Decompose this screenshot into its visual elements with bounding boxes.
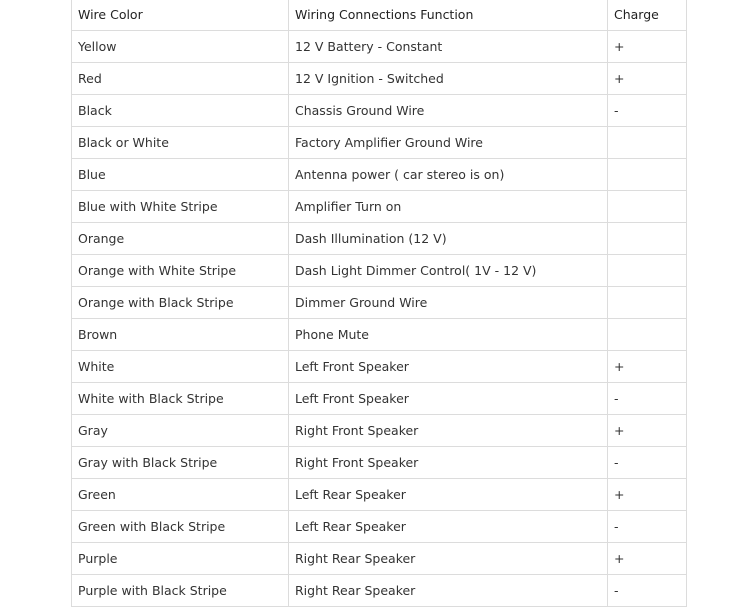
- wire-color-cell: Brown: [72, 319, 289, 351]
- function-cell: Factory Amplifier Ground Wire: [289, 127, 608, 159]
- charge-cell: -: [608, 511, 687, 543]
- header-wire-color: Wire Color: [72, 0, 289, 31]
- table-row: [72, 287, 687, 319]
- header-row: [72, 0, 687, 31]
- wire-color-cell: White: [72, 351, 289, 383]
- table-row: [72, 223, 687, 255]
- function-cell: 12 V Ignition - Switched: [289, 63, 608, 95]
- function-cell: Left Rear Speaker: [289, 511, 608, 543]
- wire-color-cell: Green with Black Stripe: [72, 511, 289, 543]
- wire-color-cell: White with Black Stripe: [72, 383, 289, 415]
- function-cell: Right Front Speaker: [289, 415, 608, 447]
- header-function: Wiring Connections Function: [289, 0, 608, 31]
- table-row: [72, 95, 687, 127]
- charge-cell: +: [608, 351, 687, 383]
- charge-cell: -: [608, 383, 687, 415]
- wire-color-cell: Red: [72, 63, 289, 95]
- table-row: [72, 479, 687, 511]
- table-row: [72, 511, 687, 543]
- charge-cell: [608, 223, 687, 255]
- table-row: [72, 447, 687, 479]
- function-cell: 12 V Battery - Constant: [289, 31, 608, 63]
- charge-cell: +: [608, 63, 687, 95]
- table-row: [72, 383, 687, 415]
- charge-cell: +: [608, 415, 687, 447]
- charge-cell: [608, 191, 687, 223]
- table-header: [72, 0, 687, 31]
- function-cell: Right Rear Speaker: [289, 543, 608, 575]
- function-cell: Right Front Speaker: [289, 447, 608, 479]
- table-row: [72, 575, 687, 607]
- wire-color-cell: Purple: [72, 543, 289, 575]
- function-cell: Right Rear Speaker: [289, 575, 608, 607]
- wire-color-cell: Orange with White Stripe: [72, 255, 289, 287]
- function-cell: Dash Light Dimmer Control( 1V - 12 V): [289, 255, 608, 287]
- wiring-table: [71, 0, 687, 607]
- charge-cell: -: [608, 447, 687, 479]
- charge-cell: [608, 255, 687, 287]
- charge-cell: +: [608, 31, 687, 63]
- charge-cell: -: [608, 575, 687, 607]
- table-row: [72, 159, 687, 191]
- charge-cell: [608, 127, 687, 159]
- wire-color-cell: Gray with Black Stripe: [72, 447, 289, 479]
- table-row: [72, 31, 687, 63]
- table-row: [72, 543, 687, 575]
- table-row: [72, 415, 687, 447]
- function-cell: Phone Mute: [289, 319, 608, 351]
- charge-cell: -: [608, 95, 687, 127]
- wire-color-cell: Blue with White Stripe: [72, 191, 289, 223]
- wire-color-cell: Purple with Black Stripe: [72, 575, 289, 607]
- wire-color-cell: Gray: [72, 415, 289, 447]
- function-cell: Left Rear Speaker: [289, 479, 608, 511]
- wire-color-cell: Orange: [72, 223, 289, 255]
- table-row: [72, 127, 687, 159]
- table-body: [72, 31, 687, 607]
- charge-cell: +: [608, 479, 687, 511]
- function-cell: Antenna power ( car stereo is on): [289, 159, 608, 191]
- charge-cell: [608, 319, 687, 351]
- wire-color-cell: Black or White: [72, 127, 289, 159]
- function-cell: Dash Illumination (12 V): [289, 223, 608, 255]
- function-cell: Chassis Ground Wire: [289, 95, 608, 127]
- wire-color-cell: Yellow: [72, 31, 289, 63]
- table-row: [72, 319, 687, 351]
- wire-color-cell: Green: [72, 479, 289, 511]
- charge-cell: [608, 159, 687, 191]
- header-charge: Charge: [608, 0, 687, 31]
- charge-cell: +: [608, 543, 687, 575]
- function-cell: Amplifier Turn on: [289, 191, 608, 223]
- function-cell: Left Front Speaker: [289, 383, 608, 415]
- function-cell: Dimmer Ground Wire: [289, 287, 608, 319]
- wire-color-cell: Black: [72, 95, 289, 127]
- function-cell: Left Front Speaker: [289, 351, 608, 383]
- table-row: [72, 351, 687, 383]
- wire-color-cell: Orange with Black Stripe: [72, 287, 289, 319]
- table-row: [72, 63, 687, 95]
- table-row: [72, 255, 687, 287]
- table-row: [72, 191, 687, 223]
- wire-color-cell: Blue: [72, 159, 289, 191]
- charge-cell: [608, 287, 687, 319]
